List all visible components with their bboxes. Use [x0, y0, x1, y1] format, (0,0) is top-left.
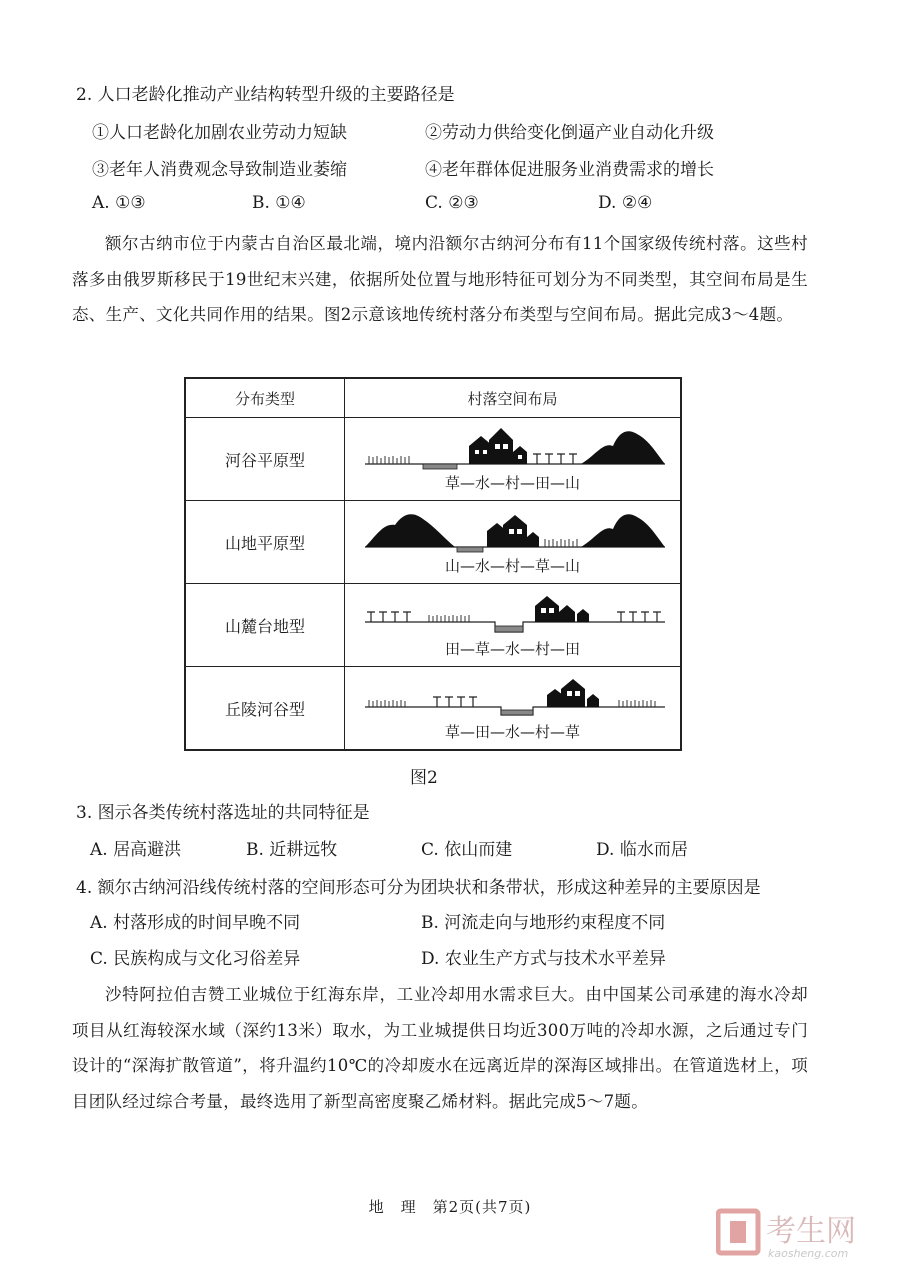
q4-choice-c: C. 民族构成与文化习俗差异: [90, 949, 301, 969]
layout-caption-4: 草—田—水—村—草: [444, 723, 580, 741]
valley-plain-diagram: [365, 424, 665, 472]
row-layout-1: [345, 418, 682, 501]
q3-choice-d: D. 临水而居: [596, 840, 688, 860]
watermark-url: kaosheng.com: [768, 1247, 849, 1260]
layout-caption-2: 山—水—村—草—山: [444, 557, 580, 575]
q3-choice-b: B. 近耕远牧: [246, 840, 338, 860]
q4-choice-a: A. 村落形成的时间早晚不同: [90, 913, 301, 933]
row-type-4: 丘陵河谷型: [185, 667, 345, 751]
q3-choice-c: C. 依山而建: [421, 840, 513, 860]
q2-item-4: ④老年群体促进服务业消费需求的增长: [425, 160, 714, 180]
row-layout-3: [345, 584, 682, 667]
passage-jazan: 沙特阿拉伯吉赞工业城位于红海东岸，工业冷却用水需求巨大。由中国某公司承建的海水冷却项目从红海较深水域（深约13米）取水，为工业城提供日均近300万吨的冷却水源，之后通过专门设计的“深海扩散管道”，将升温约10℃的冷却废水在远离近岸的深海区域排出。在管道选材上，项目团队经过综合考量，最终选用了新型高密度聚乙烯材料。据此完成5～7题。: [72, 985, 808, 1111]
layout-caption-3: 田—草—水—村—田: [444, 640, 580, 658]
q4-choice-b: B. 河流走向与地形约束程度不同: [421, 913, 666, 933]
watermark-name: 考生网: [766, 1214, 856, 1249]
q2-item-3: ③老年人消费观念导致制造业萎缩: [92, 160, 347, 180]
q4-stem: 4. 额尔古纳河沿线传统村落的空间形态可分为团块状和条带状，形成这种差异的主要原因是: [76, 878, 761, 898]
piedmont-terrace-diagram: [365, 590, 665, 638]
kaosheng-logo-icon: [716, 1205, 884, 1261]
header-spatial-layout: 村落空间布局: [345, 378, 682, 418]
hilly-valley-diagram: [365, 673, 665, 721]
passage-villages: 额尔古纳市位于内蒙古自治区最北端，境内沿额尔古纳河分布有11个国家级传统村落。这些村落多由俄罗斯移民于19世纪末兴建，依据所处位置与地形特征可划分为不同类型，其空间布局是生态、生产、文化共同作用的结果。图2示意该地传统村落分布类型与空间布局。据此完成3～4题。: [72, 234, 808, 324]
layout-caption-1: 草—水—村—田—山: [444, 474, 580, 492]
q2-item-1: ①人口老龄化加剧农业劳动力短缺: [92, 123, 347, 143]
q3-choice-a: A. 居高避洪: [90, 840, 182, 860]
row-layout-2: [345, 501, 682, 584]
q2-choice-c: C. ②③: [425, 193, 479, 213]
row-type-1: 河谷平原型: [185, 418, 345, 501]
figure-2-table: [184, 377, 682, 751]
mountain-plain-diagram: [365, 507, 665, 555]
q2-choice-a: A. ①③: [92, 193, 146, 213]
page-footer: 地 理 第2页(共7页): [368, 1198, 532, 1216]
row-type-2: 山地平原型: [185, 501, 345, 584]
row-type-3: 山麓台地型: [185, 584, 345, 667]
q2-item-2: ②劳动力供给变化倒逼产业自动化升级: [425, 123, 714, 143]
header-distribution-type: 分布类型: [185, 378, 345, 418]
q2-choice-b: B. ①④: [252, 193, 306, 213]
q3-stem: 3. 图示各类传统村落选址的共同特征是: [76, 803, 370, 823]
q2-stem: 2. 人口老龄化推动产业结构转型升级的主要路径是: [76, 85, 455, 105]
kaosheng-watermark: [716, 1205, 884, 1261]
figure-label: 图2: [410, 768, 438, 788]
row-layout-4: [345, 667, 682, 751]
q2-choice-d: D. ②④: [598, 193, 653, 213]
q4-choice-d: D. 农业生产方式与技术水平差异: [421, 949, 666, 969]
